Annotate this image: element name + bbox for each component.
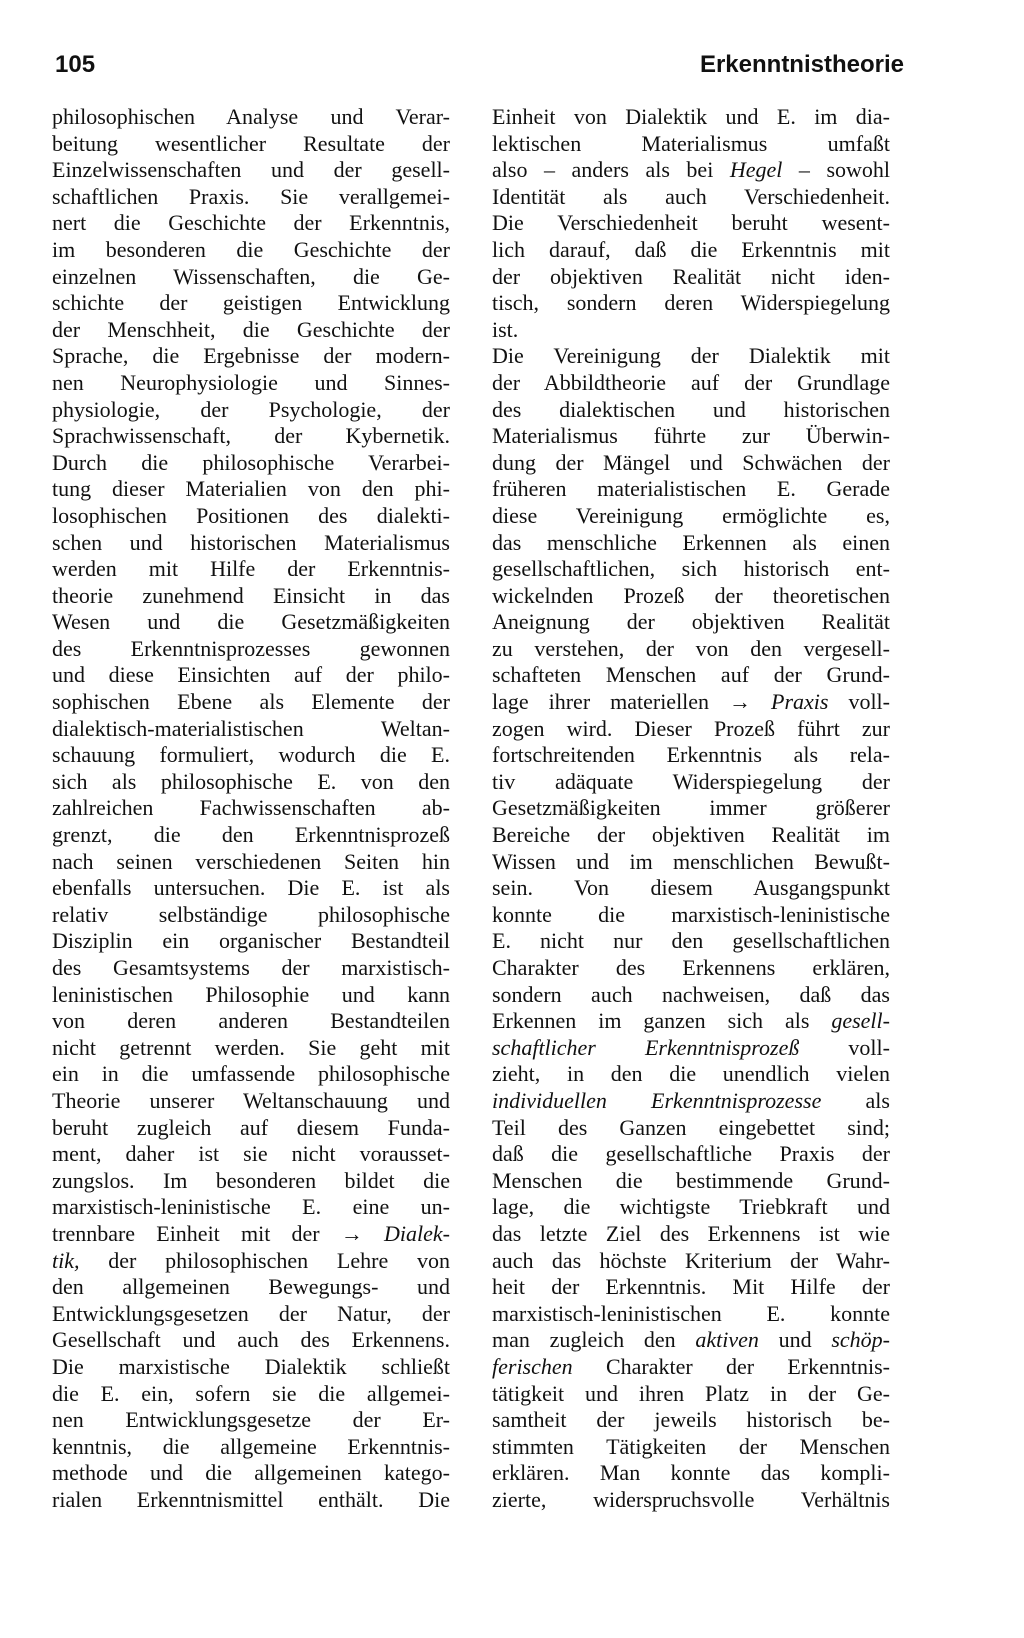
text-line xyxy=(52,1274,450,1301)
text-line xyxy=(52,795,450,822)
text-line xyxy=(52,583,450,610)
text-segment: losophischen Positionen des dialekti- xyxy=(52,502,450,528)
text-line xyxy=(52,1194,450,1221)
text-segment: ment, daher ist sie nicht vorausset- xyxy=(52,1141,450,1167)
text-line xyxy=(52,1434,450,1461)
page-number: 105 xyxy=(55,51,96,78)
text-line xyxy=(492,1141,890,1168)
text-line xyxy=(492,1035,890,1062)
text-segment: Bereiche der objektiven Realität im xyxy=(492,822,890,848)
italic-text: tik, xyxy=(52,1247,80,1273)
text-line xyxy=(492,1354,890,1381)
text-segment: stimmten Tätigkeiten der Menschen xyxy=(492,1433,890,1459)
text-segment: ebenfalls untersuchen. Die E. ist als xyxy=(52,875,450,901)
text-segment: gesellschaftlichen, sich historisch ent- xyxy=(492,556,890,582)
text-line xyxy=(52,636,450,663)
text-line xyxy=(492,503,890,530)
text-segment: Charakter der Erkenntnis- xyxy=(572,1353,890,1379)
text-line xyxy=(52,104,450,131)
text-segment: fortschreitenden Erkenntnis als rela- xyxy=(492,742,890,768)
text-segment: zogen wird. Dieser Prozeß führt zur xyxy=(492,715,890,741)
text-line xyxy=(492,290,890,317)
text-line xyxy=(52,1248,450,1275)
text-segment: von deren anderen Bestandteilen xyxy=(52,1008,450,1034)
text-line xyxy=(52,1221,450,1248)
text-segment: man zugleich den xyxy=(492,1327,696,1353)
text-segment: Erkennen im ganzen sich als xyxy=(492,1008,832,1034)
text-segment: zieht, in den die unendlich vielen xyxy=(492,1061,890,1087)
text-segment: lage, die wichtigste Triebkraft und xyxy=(492,1194,890,1220)
text-line xyxy=(52,1354,450,1381)
text-segment: Die Vereinigung der Dialektik mit xyxy=(492,343,890,369)
running-head: Erkenntnistheorie xyxy=(699,51,904,78)
italic-text: gesell- xyxy=(831,1008,890,1034)
text-segment: erklären. Man konnte das kompli- xyxy=(492,1460,890,1486)
text-segment: ist. xyxy=(492,316,519,342)
text-segment: lage ihrer materiellen → xyxy=(492,689,772,715)
text-segment: das letzte Ziel des Erkennens ist wie xyxy=(492,1220,890,1246)
text-line xyxy=(52,450,450,477)
text-segment: des dialektischen und historischen xyxy=(492,396,890,422)
text-line xyxy=(492,104,890,131)
text-line xyxy=(492,370,890,397)
text-segment: Wesen und die Gesetzmäßigkeiten xyxy=(52,609,450,635)
text-segment: Menschen die bestimmende Grund- xyxy=(492,1167,890,1193)
text-segment: theorie zunehmend Einsicht in das xyxy=(52,582,450,608)
text-segment: Identität als auch Verschiedenheit. xyxy=(492,183,890,209)
text-line xyxy=(52,1407,450,1434)
text-segment: kenntnis, die allgemeine Erkenntnis- xyxy=(52,1433,450,1459)
text-line xyxy=(492,1460,890,1487)
text-line xyxy=(52,742,450,769)
text-line xyxy=(52,370,450,397)
text-line xyxy=(52,609,450,636)
text-line xyxy=(492,902,890,929)
text-segment: zu verstehen, der von den vergesell- xyxy=(492,635,890,661)
text-line xyxy=(492,1327,890,1354)
text-segment: lich darauf, daß die Erkenntnis mit xyxy=(492,236,890,262)
text-line xyxy=(492,1008,890,1035)
text-line xyxy=(492,1168,890,1195)
text-line xyxy=(52,1115,450,1142)
text-line xyxy=(492,184,890,211)
text-line xyxy=(492,1194,890,1221)
text-line xyxy=(52,982,450,1009)
text-line xyxy=(492,1301,890,1328)
text-line xyxy=(52,423,450,450)
text-line xyxy=(492,1487,890,1514)
text-segment: physiologie, der Psychologie, der xyxy=(52,396,450,422)
text-segment: voll- xyxy=(799,1034,890,1060)
text-segment: dialektisch-materialistischen Weltan- xyxy=(52,715,450,741)
text-line xyxy=(52,157,450,184)
text-segment: die E. ein, sofern sie die allgemei- xyxy=(52,1380,450,1406)
text-segment: grenzt, die den Erkenntnisprozeß xyxy=(52,822,450,848)
text-line xyxy=(492,583,890,610)
text-segment: der Abbildtheorie auf der Grundlage xyxy=(492,369,890,395)
text-line xyxy=(492,157,890,184)
text-segment: auch das höchste Kriterium der Wahr- xyxy=(492,1247,890,1273)
text-segment: dung der Mängel und Schwächen der xyxy=(492,449,890,475)
text-line xyxy=(52,530,450,557)
text-line xyxy=(52,1327,450,1354)
text-segment: sophischen Ebene als Elemente der xyxy=(52,689,450,715)
italic-text: aktiven xyxy=(695,1327,759,1353)
text-column-left xyxy=(52,104,450,1513)
text-line xyxy=(492,397,890,424)
text-line xyxy=(52,184,450,211)
text-line xyxy=(52,1301,450,1328)
text-segment: als xyxy=(821,1087,890,1113)
text-segment: früheren materialistischen E. Gerade xyxy=(492,476,890,502)
text-segment: philosophischen Analyse und Verar- xyxy=(52,104,450,129)
text-segment: ein in die umfassende philosophische xyxy=(52,1061,450,1087)
text-line xyxy=(492,237,890,264)
text-line xyxy=(492,689,890,716)
text-segment: Disziplin ein organischer Bestandteil xyxy=(52,928,450,954)
text-line xyxy=(52,1168,450,1195)
text-segment: Materialismus führte zur Überwin- xyxy=(492,423,890,449)
text-segment: zierte, widerspruchsvolle Verhältnis xyxy=(492,1486,890,1512)
text-line xyxy=(492,343,890,370)
text-segment: zahlreichen Fachwissenschaften ab- xyxy=(52,795,450,821)
text-line xyxy=(492,423,890,450)
text-line xyxy=(492,1088,890,1115)
text-segment: den allgemeinen Bewegungs- und xyxy=(52,1274,450,1300)
italic-text: schaftlicher Erkenntnisprozeß xyxy=(492,1034,800,1060)
text-segment: nach seinen verschiedenen Seiten hin xyxy=(52,848,450,874)
text-segment: einzelnen Wissenschaften, die Ge- xyxy=(52,263,450,289)
text-segment: E. nicht nur den gesellschaftlichen xyxy=(492,928,890,954)
text-segment: heit der Erkenntnis. Mit Hilfe der xyxy=(492,1274,890,1300)
text-segment: im besonderen die Geschichte der xyxy=(52,236,450,262)
text-segment: schauung formuliert, wodurch die E. xyxy=(52,742,450,768)
text-segment: zungslos. Im besonderen bildet die xyxy=(52,1167,450,1193)
text-segment: der objektiven Realität nicht iden- xyxy=(492,263,890,289)
text-line xyxy=(52,902,450,929)
italic-text: ferischen xyxy=(492,1353,573,1379)
text-line xyxy=(492,131,890,158)
text-segment: Sprachwissenschaft, der Kybernetik. xyxy=(52,423,450,449)
text-segment: sein. Von diesem Ausgangspunkt xyxy=(492,875,890,901)
text-line xyxy=(52,1381,450,1408)
text-segment: wickelnden Prozeß der theoretischen xyxy=(492,582,890,608)
text-segment: rialen Erkenntnismittel enthält. Die xyxy=(52,1486,450,1512)
text-segment: samtheit der jeweils historisch be- xyxy=(492,1407,890,1433)
text-line xyxy=(492,982,890,1009)
text-line xyxy=(52,822,450,849)
text-segment: nen Neurophysiologie und Sinnes- xyxy=(52,369,450,395)
text-segment: schen und historischen Materialismus xyxy=(52,529,450,555)
text-segment: trennbare Einheit mit der → xyxy=(52,1220,385,1246)
text-line xyxy=(492,609,890,636)
text-line xyxy=(492,317,890,344)
text-segment: leninistischen Philosophie und kann xyxy=(52,981,450,1007)
text-segment: konnte die marxistisch-leninistische xyxy=(492,901,890,927)
text-line xyxy=(52,1487,450,1514)
text-segment: beruht zugleich auf diesem Funda- xyxy=(52,1114,450,1140)
italic-text: Praxis xyxy=(771,689,829,715)
text-segment: diese Vereinigung ermöglichte es, xyxy=(492,502,890,528)
text-segment: das menschliche Erkennen als einen xyxy=(492,529,890,555)
text-line xyxy=(52,210,450,237)
italic-text: Dialek- xyxy=(384,1220,450,1246)
text-segment: methode und die allgemeinen katego- xyxy=(52,1460,450,1486)
text-segment: voll- xyxy=(828,689,890,715)
text-line xyxy=(492,1248,890,1275)
text-line xyxy=(492,210,890,237)
text-segment: Gesellschaft und auch des Erkennens. xyxy=(52,1327,450,1353)
text-segment: der Menschheit, die Geschichte der xyxy=(52,316,450,342)
italic-text: individuellen Erkenntnisprozesse xyxy=(492,1087,822,1113)
text-segment: Sprache, die Ergebnisse der modern- xyxy=(52,343,450,369)
text-line xyxy=(52,849,450,876)
text-line xyxy=(52,662,450,689)
text-segment: und diese Einsichten auf der philo- xyxy=(52,662,450,688)
text-segment: nicht getrennt werden. Sie geht mit xyxy=(52,1034,450,1060)
text-line xyxy=(492,636,890,663)
text-line xyxy=(492,955,890,982)
text-line xyxy=(492,769,890,796)
text-line xyxy=(492,1274,890,1301)
text-line xyxy=(52,1008,450,1035)
text-segment: tiv adäquate Widerspiegelung der xyxy=(492,768,890,794)
text-line xyxy=(492,928,890,955)
text-line xyxy=(492,1407,890,1434)
text-segment: lektischen Materialismus umfaßt xyxy=(492,130,890,156)
text-line xyxy=(52,769,450,796)
text-line xyxy=(52,1460,450,1487)
text-segment: des Erkenntnisprozesses gewonnen xyxy=(52,635,450,661)
text-segment: Wissen und im menschlichen Bewußt- xyxy=(492,848,890,874)
text-segment: Die marxistische Dialektik schließt xyxy=(52,1353,450,1379)
text-segment: Durch die philosophische Verarbei- xyxy=(52,449,450,475)
text-line xyxy=(52,317,450,344)
text-segment: Theorie unserer Weltanschauung und xyxy=(52,1087,450,1113)
text-segment: marxistisch-leninistische E. eine un- xyxy=(52,1194,450,1220)
text-segment: Teil des Ganzen eingebettet sind; xyxy=(492,1114,890,1140)
text-line xyxy=(52,264,450,291)
text-segment: Charakter des Erkennens erklären, xyxy=(492,955,890,980)
text-line xyxy=(492,450,890,477)
text-segment: marxistisch-leninistischen E. konnte xyxy=(492,1300,890,1326)
text-segment: Entwicklungsgesetzen der Natur, der xyxy=(52,1300,450,1326)
text-segment: schafteten Menschen auf der Grund- xyxy=(492,662,890,688)
text-line xyxy=(52,476,450,503)
text-line xyxy=(52,689,450,716)
text-line xyxy=(52,556,450,583)
text-line xyxy=(52,237,450,264)
text-segment: tisch, sondern deren Widerspiegelung xyxy=(492,290,890,316)
text-line xyxy=(492,1381,890,1408)
italic-text: Hegel xyxy=(729,157,783,183)
italic-text: schöp- xyxy=(831,1327,891,1353)
text-segment: tung dieser Materialien von den phi- xyxy=(52,476,450,502)
text-line xyxy=(492,530,890,557)
text-segment: und xyxy=(758,1327,832,1353)
text-column-right xyxy=(492,104,890,1513)
text-line xyxy=(492,795,890,822)
text-line xyxy=(492,1115,890,1142)
text-segment: nen Entwicklungsgesetze der Er- xyxy=(52,1407,450,1433)
text-segment: schaftlichen Praxis. Sie verallgemei- xyxy=(52,183,450,209)
text-line xyxy=(492,264,890,291)
text-segment: Einzelwissenschaften und der gesell- xyxy=(52,157,450,183)
text-segment: schichte der geistigen Entwicklung xyxy=(52,290,450,316)
text-segment: Die Verschiedenheit beruht wesent- xyxy=(492,210,890,236)
text-line xyxy=(52,503,450,530)
text-line xyxy=(492,822,890,849)
text-line xyxy=(492,742,890,769)
text-segment: des Gesamtsystems der marxistisch- xyxy=(52,955,450,980)
text-line xyxy=(492,662,890,689)
text-segment: Einheit von Dialektik und E. im dia- xyxy=(492,104,890,129)
text-line xyxy=(52,716,450,743)
text-segment: sondern auch nachweisen, daß das xyxy=(492,981,890,1007)
text-segment: daß die gesellschaftliche Praxis der xyxy=(492,1141,890,1167)
text-segment: tätigkeit und ihren Platz in der Ge- xyxy=(492,1380,890,1406)
text-line xyxy=(492,556,890,583)
text-line xyxy=(52,343,450,370)
text-segment: sich als philosophische E. von den xyxy=(52,768,450,794)
text-segment: relativ selbständige philosophische xyxy=(52,901,450,927)
text-segment: Gesetzmäßigkeiten immer größerer xyxy=(492,795,890,821)
text-line xyxy=(52,1088,450,1115)
text-line xyxy=(52,1035,450,1062)
text-segment: werden mit Hilfe der Erkenntnis- xyxy=(52,556,450,582)
text-line xyxy=(52,290,450,317)
text-line xyxy=(492,849,890,876)
text-line xyxy=(52,1141,450,1168)
text-segment: Aneignung der objektiven Realität xyxy=(492,609,890,635)
text-segment: nert die Geschichte der Erkenntnis, xyxy=(52,210,450,236)
text-line xyxy=(52,955,450,982)
text-segment: der philosophischen Lehre von xyxy=(79,1247,450,1273)
text-line xyxy=(52,131,450,158)
text-line xyxy=(492,1221,890,1248)
text-line xyxy=(52,928,450,955)
text-line xyxy=(492,1434,890,1461)
text-line xyxy=(52,875,450,902)
text-line xyxy=(492,716,890,743)
text-segment: – sowohl xyxy=(782,157,891,183)
text-line xyxy=(492,1061,890,1088)
text-segment: also – anders als bei xyxy=(492,157,730,183)
text-line xyxy=(492,875,890,902)
text-line xyxy=(492,476,890,503)
text-segment: beitung wesentlicher Resultate der xyxy=(52,130,450,156)
text-line xyxy=(52,1061,450,1088)
text-line xyxy=(52,397,450,424)
